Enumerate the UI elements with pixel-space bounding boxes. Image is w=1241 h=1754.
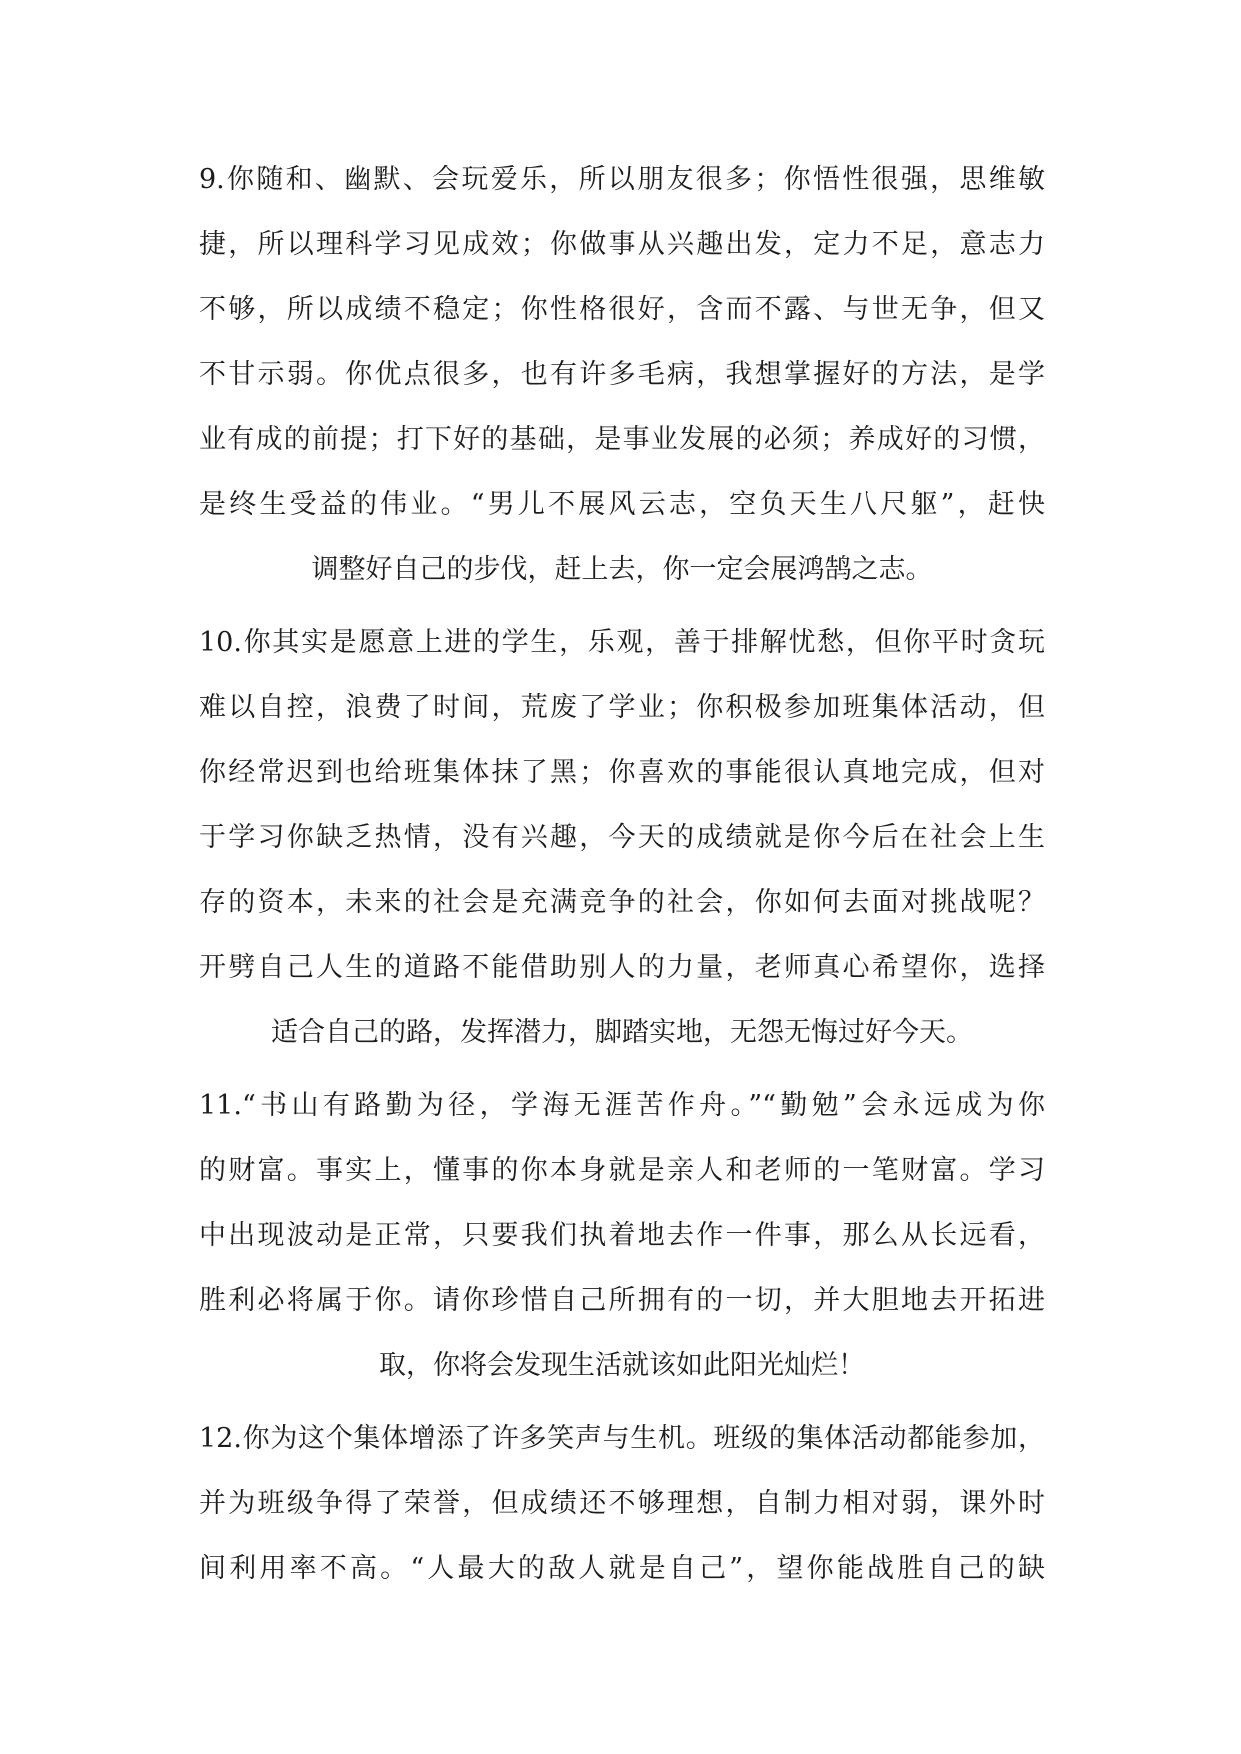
text-line: 是终生受益的伟业。“男儿不展风云志，空负天生八尺躯”，赶快	[199, 489, 1045, 520]
comment-paragraph-10	[199, 610, 1045, 1065]
text-line: 中出现波动是正常，只要我们执着地去作一件事，那么从长远看，	[199, 1220, 1045, 1251]
text-line-last: 取，你将会发现生活就该如此阳光灿烂！	[379, 1350, 865, 1381]
text-line: 不够，所以成绩不稳定；你性格很好，含而不露、与世无争，但又	[199, 294, 1045, 325]
text-line: 间利用率不高。“人最大的敌人就是自己”，望你能战胜自己的缺	[199, 1553, 1045, 1584]
text-line: 不甘示弱。你优点很多，也有许多毛病，我想掌握好的方法，是学	[199, 359, 1045, 390]
text-line: 12.你为这个集体增添了许多笑声与生机。班级的集体活动都能参加，	[199, 1423, 1045, 1454]
text-line: 9.你随和、幽默、会玩爱乐，所以朋友很多；你悟性很强，思维敏	[199, 164, 1045, 195]
comment-paragraph-9	[199, 147, 1045, 602]
text-line: 10.你其实是愿意上进的学生，乐观，善于排解忧愁，但你平时贪玩	[199, 627, 1045, 658]
text-line: 存的资本，未来的社会是充满竞争的社会，你如何去面对挑战呢？	[199, 887, 1045, 918]
text-line: 你经常迟到也给班集体抹了黑；你喜欢的事能很认真地完成，但对	[199, 757, 1045, 788]
text-line: 业有成的前提；打下好的基础，是事业发展的必须；养成好的习惯，	[199, 424, 1045, 455]
text-line: 开劈自己人生的道路不能借助别人的力量，老师真心希望你，选择	[199, 952, 1045, 983]
text-line-last: 适合自己的路，发挥潜力，脚踏实地，无怨无悔过好今天。	[271, 1017, 973, 1048]
text-line: 胜利必将属于你。请你珍惜自己所拥有的一切，并大胆地去开拓进	[199, 1285, 1045, 1316]
comment-paragraph-12	[199, 1406, 1045, 1601]
text-line-last: 调整好自己的步伐，赶上去，你一定会展鸿鹄之志。	[311, 554, 933, 585]
text-line: 于学习你缺乏热情，没有兴趣，今天的成绩就是你今后在社会上生	[199, 822, 1045, 853]
text-line: 难以自控，浪费了时间，荒废了学业；你积极参加班集体活动，但	[199, 692, 1045, 723]
text-line: 的财富。事实上，懂事的你本身就是亲人和老师的一笔财富。学习	[199, 1155, 1045, 1186]
comment-paragraph-11	[199, 1073, 1045, 1398]
text-line: 并为班级争得了荣誉，但成绩还不够理想，自制力相对弱，课外时	[199, 1488, 1045, 1519]
text-line: 11.“书山有路勤为径，学海无涯苦作舟。”“勤勉”会永远成为你	[199, 1090, 1045, 1121]
text-line: 捷，所以理科学习见成效；你做事从兴趣出发，定力不足，意志力	[199, 229, 1045, 260]
